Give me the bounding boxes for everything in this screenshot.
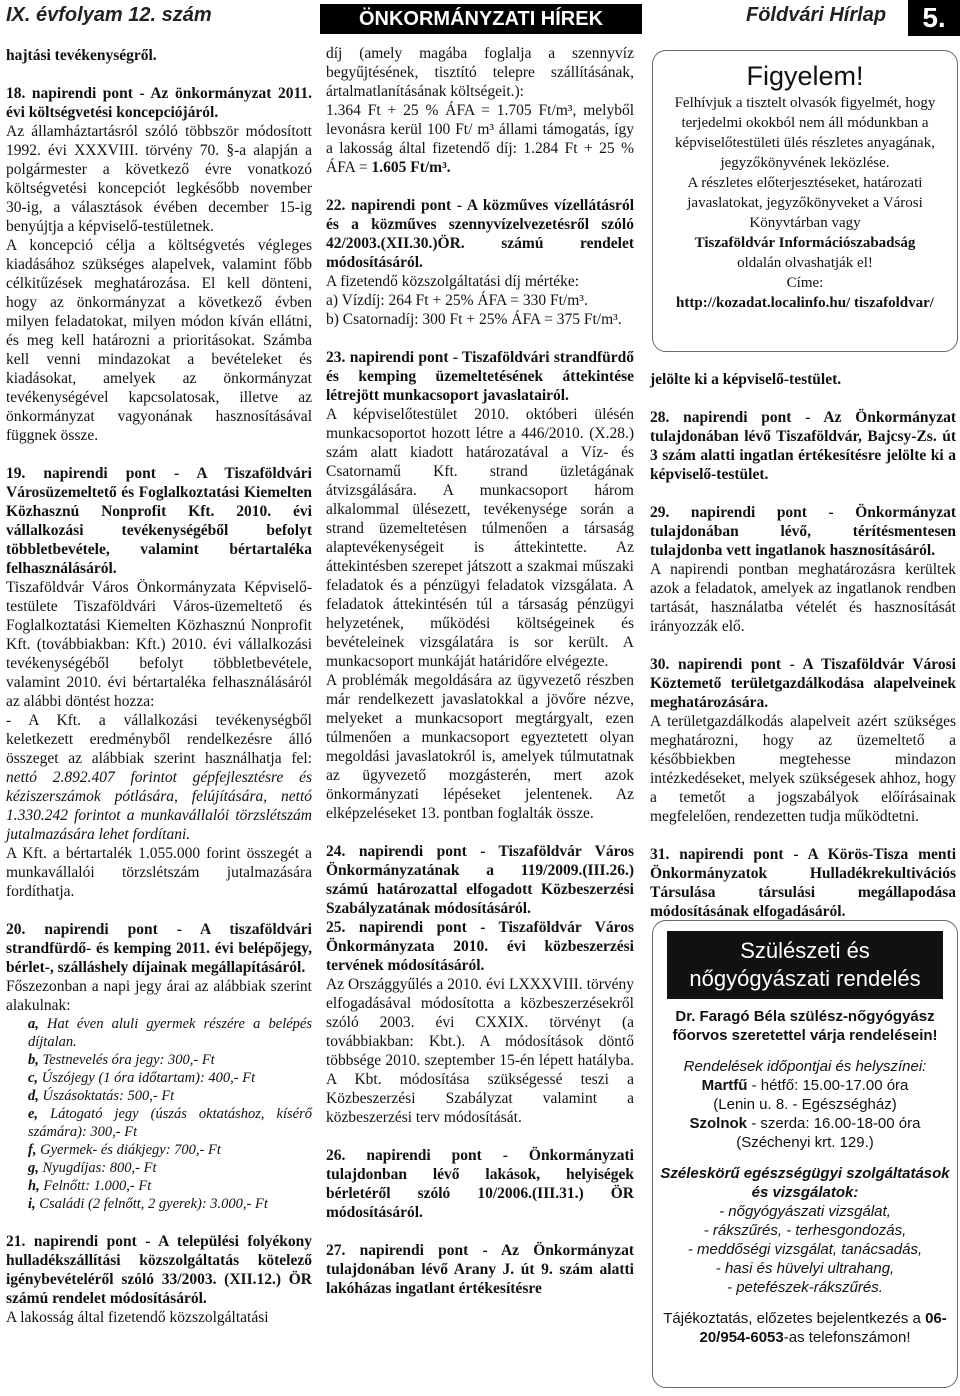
notice-text: A részletes előterjesztéseket, határozati javaslatokat, jegyzőkönyveket a Városi Könyvtárban vagy [687,175,923,231]
agenda-title: 27. napirendi pont - Az Önkormányzat tulajdonában lévő Arany J. út 9. szám alatti lakóházas ingatlant értékesítésre [326,1242,634,1297]
notice-text: Címe: [786,275,824,291]
column-2 [326,44,634,1298]
agenda-title: 29. napirendi pont - Önkormányzat tulajdonában lévő, térítésmentesen tulajdonba vett ingatlanok hasznosításáról. [650,504,956,559]
list-item: c, Úszójegy (1 óra időtartam): 400,- Ft [28,1070,256,1086]
paragraph: 1.364 Ft + 25 % ÁFA = 1.705 Ft/m³, melyből levonásra kerül 100 Ft/ m³ állami támogatás, így a lakosság által fizetendő díj: 1.284 Ft + 25 % ÁFA = 1.605 Ft/m³. [326,102,634,176]
paragraph: A koncepció célja a költségvetés végleges kiadásához szükséges alapelvek, valamint főbb célkitűzések meghatározása. El kell dönteni, hogy az önkormányzat a következő évben milyen feladatokat, milyen módon kíván ellátni, és meg kell határozni a prioritásokat. Számba kell venni mindazokat a bevételeket és kiadásokat, amelyek az önkormányzat tevékenységével kapcsolatosak, illetve az önkormányzat vagyonának hasznosításával függnek össze. [6,237,312,444]
list-item: b, Testnevelés óra jegy: 300,- Ft [28,1052,215,1068]
ad-contact: Tájékoztatás, előzetes bejelentkezés a 06-20/954-6053-as telefonszámon! [663,1310,947,1346]
ad-address: (Széchenyi krt. 129.) [736,1134,874,1151]
ad-service-item: - nőgyógyászati vizsgálat, [719,1203,891,1220]
column-3 [650,370,956,921]
ad-banner: Szülészeti és nőgyógyászati rendelés [667,931,943,999]
price-list [6,1015,312,1213]
list-item: h, Felnőtt: 1.000,- Ft [28,1178,152,1194]
ad-doctor: Dr. Faragó Béla szülész-nőgyógyász főorvos szeretettel várja rendelésein! [672,1008,938,1044]
notice-title: Figyelem! [746,61,864,91]
paragraph: A napirendi pontban meghatározásra kerültek azok a feladatok, amelyek az ingatlanok rendben tartását, használatba vételét és hasznosítását irányozzák elő. [650,561,956,635]
paragraph: A lakosság által fizetendő közszolgáltatási [6,1309,269,1326]
paragraph: Az Országgyűlés a 2010. évi LXXXVIII. törvény elfogadásával módosította a közbeszerzésekről szóló 2003. évi CXXIX. törvényt (a továbbiakban: Kbt.). A módosítások döntő többsége 2010. szeptember 15-én lépett hatályba. A Kbt. módosítása szükségessé teszi a Közbeszerzési Szabályzat valamint a közbeszerzési terv módosítását. [326,976,634,1126]
paragraph: Főszezonban a napi jegy árai az alábbiak szerint alakulnak: [6,978,312,1014]
ad-service-item: - hasi és hüvelyi ultrahang, [715,1260,895,1277]
ad-service-item: - rákszűrés, - terhesgondozás, [703,1222,907,1239]
list-item: d, Úszásoktatás: 500,- Ft [28,1088,175,1104]
agenda-title: 22. napirendi pont - A közműves vízellátásról és a közműves szennyvízelvezetésről szóló 42/2003.(XII.30.)ÖR. számú rendelet módosításáról. [326,197,634,271]
paragraph: jelölte ki a képviselő-testület. [650,371,842,388]
agenda-title: 26. napirendi pont - Önkormányzati tulajdonban lévő lakások, helyiségek bérletéről szóló 10/2006.(III.31.) ÖR módosításáról. [326,1147,634,1221]
list-item: g, Nyugdíjas: 800,- Ft [28,1160,157,1176]
paragraph: A Kft. a bértartalék 1.055.000 forint összegét a munkavállalói törzslétszám jutalmazására fordíthatja. [6,845,312,900]
paragraph: A fizetendő közszolgáltatási díj mértéke: [326,273,580,290]
agenda-title: 21. napirendi pont - A települési folyékony hulladékszállítási közszolgáltatás kötelező igénybevételéről szóló 33/2003. (XII.12.) ÖR számú rendelet módosításáról. [6,1233,312,1307]
ad-location: Martfű - hétfő: 15.00-17.00 óra [701,1077,909,1094]
column-1 [6,46,312,1327]
page-number: 5. [908,0,960,36]
agenda-title: 19. napirendi pont - A Tiszaföldvári Városüzemeltető és Foglalkoztatási Kiemelten Közhasznú Nonprofit Kft. 2010. évi vállalkozási tevékenységéből befolyt többletbevétele, valamint bértartaléka felhasználásáról. [6,465,312,577]
agenda-title: 24. napirendi pont - Tiszaföldvár Város Önkormányzatának a 119/2009.(III.26.) számú határozattal elfogadott Közbeszerzési Szabályzatának módosításáról. [326,843,634,917]
agenda-title: 20. napirendi pont - A tiszaföldvári strandfürdő- és kemping 2011. évi belépőjegy, bérlet-, szálláshely díjainak megállapításáról. [6,921,312,976]
paragraph: - A Kft. a vállalkozási tevékenységből keletkezett eredményből rendelkezésre álló összeget az alábbiak szerint használhatja fel: nettó 2.892.407 forintot gépfejlesztésre és kéziszerszámok pótlására, felújítására, nettó 1.330.242 forintot a munkavállalói törzslétszám jutalmazására lehet fordítani. [6,712,312,843]
agenda-title: 25. napirendi pont - Tiszaföldvár Város Önkormányzata 2010. évi közbeszerzési tervének módosításáról. [326,919,634,974]
agenda-title: 30. napirendi pont - A Tiszaföldvár Városi Köztemető területgazdálkodása alapelveinek meghatározására. [650,656,956,711]
list-item: f, Gyermek- és diákjegy: 700,- Ft [28,1142,221,1158]
ad-address: (Lenin u. 8. - Egészségház) [713,1096,897,1113]
agenda-title: 31. napirendi pont - A Körös-Tisza menti Önkormányzatok Hulladékrekultivációs Társulása társulási megállapodása módosításának elfogadásáról. [650,846,956,920]
list-item: a, Hat éven aluli gyermek részére a belépés díjtalan. [28,1016,312,1050]
notice-box [652,50,958,352]
paragraph: Tiszaföldvár Város Önkormányzata Képviselő-testülete Tiszaföldvári Város-üzemeltető és Foglalkoztatási Kiemelten Közhasznú Nonprofit Kft. (továbbiakban: Kft.) 2010. évi vállalkozási tevékenységéből befolyt többletbevétele, valamint 2010. évi bértartaléka felhasználásáról az alábbi döntést hozza: [6,579,312,710]
notice-text: Felhívjuk a tisztelt olvasók figyelmét, hogy terjedelmi okokból nem áll módunkban a képviselőtestületi ülés részletes anyagának, jegyzőkönyvének leközlése. [674,95,936,171]
notice-url: http://kozadat.localinfo.hu/ tiszafoldvar/ [676,295,934,311]
paragraph: b) Csatornadíj: 300 Ft + 25% ÁFA = 375 Ft/m³. [326,311,622,328]
paragraph: A területgazdálkodás alapelveit azért szükséges meghatározni, hogy az üzemeltető a későbbiekben megtehesse mindazon intézkedéseket, melyek szükségesek ahhoz, hogy a temetőt a jogszabályok előírásainak megfelelően, rendezetten tudja működtetni. [650,713,956,825]
volume-issue: IX. évfolyam 12. szám [6,4,212,26]
ad-intro: Rendelések időpontjai és helyszínei: [683,1058,927,1075]
paragraph: díj (amely magába foglalja a szennyvíz begyűjtésének, tisztító telepre szállításának, ártalmatlanításának költségeit.): [326,45,634,100]
paragraph: A képviselőtestület 2010. októberi ülésén munkacsoportot hozott létre a 446/2010. (X.28.) szám alatt kiadott határozatával a Víz- és Csatornamű Kft. strand üzletágának átvizsgálására. A munkacsoport három alkalommal ülésezett, tevékenysége során a strand üzemeltetésen túlmenően a társaság alaptevékenységeit is áttekintette. Az áttekintésben szerepet játszott a szakmai műszaki feladatok és a pénzügyi feladatok vizsgálata. A feladatok áttekintésén túl a társaság pénzügyi helyzetének, működési költségeinek és bevételeinek vizsgálatára is sor került. A munkacsoport munkáját határidőre elvégezte. [326,406,634,670]
ad-service-item: - meddőségi vizsgálat, tanácsadás, [687,1241,923,1258]
list-item: e, Látogató jegy (úszás oktatáshoz, kísérő számára): 300,- Ft [28,1106,312,1140]
ad-services-title: Széleskörű egészségügyi szolgáltatások és vizsgálatok: [660,1165,950,1201]
agenda-title: 23. napirendi pont - Tiszaföldvári strandfürdő és kemping üzemeltetésének áttekintése létrejött munkacsoport javaslatairól. [326,349,634,404]
paragraph: A problémák megoldására az ügyvezető részben már rendelkezett javaslatokkal a jövőre nézve, melyeket a munkacsoport megtárgyalt, ezen túlmenően a munkacsoport egyeztetett olyan megoldási javaslatokról is, amelyek túlmutatnak az ügyvezető mozgásterén, mert azok önkormányzati lépéseket jelentenek. Az elképzeléseket 13. pontban foglalták össze. [326,672,634,822]
paragraph: hajtási tevékenységről. [6,47,157,64]
section-title: ÖNKORMÁNYZATI HÍREK [320,4,642,34]
publication-name: Földvári Hírlap [746,4,887,26]
agenda-title: 18. napirendi pont - Az önkormányzat 2011. évi költségvetési koncepciójáról. [6,85,312,121]
notice-text: oldalán olvashatják el! [737,255,873,271]
paragraph: Az államháztartásról szóló többször módosított 1992. évi XXXVIII. törvény 70. §-a alapján a polgármester a következő évre vonatkozó költségvetési koncepciót legkésőbb november 30-ig, a választások évében december 15-ig benyújtja a képviselő-testületnek. [6,123,312,235]
agenda-title: 28. napirendi pont - Az Önkormányzat tulajdonában lévő Tiszaföldvár, Bajcsy-Zs. út 3 szám alatti ingatlan értékesítésre jelölte ki a képviselő-testület. [650,409,956,483]
list-item: i, Családi (2 felnőtt, 2 gyerek): 3.000,- Ft [28,1196,268,1212]
advertisement-box [652,920,958,1388]
paragraph: a) Vízdíj: 264 Ft + 25% ÁFA = 330 Ft/m³. [326,292,588,309]
ad-service-item: - petefészek-rákszűrés. [727,1279,883,1296]
ad-location: Szolnok - szerda: 16.00-18-00 óra [689,1115,921,1132]
notice-text: Tiszaföldvár Információszabadság [694,235,916,251]
